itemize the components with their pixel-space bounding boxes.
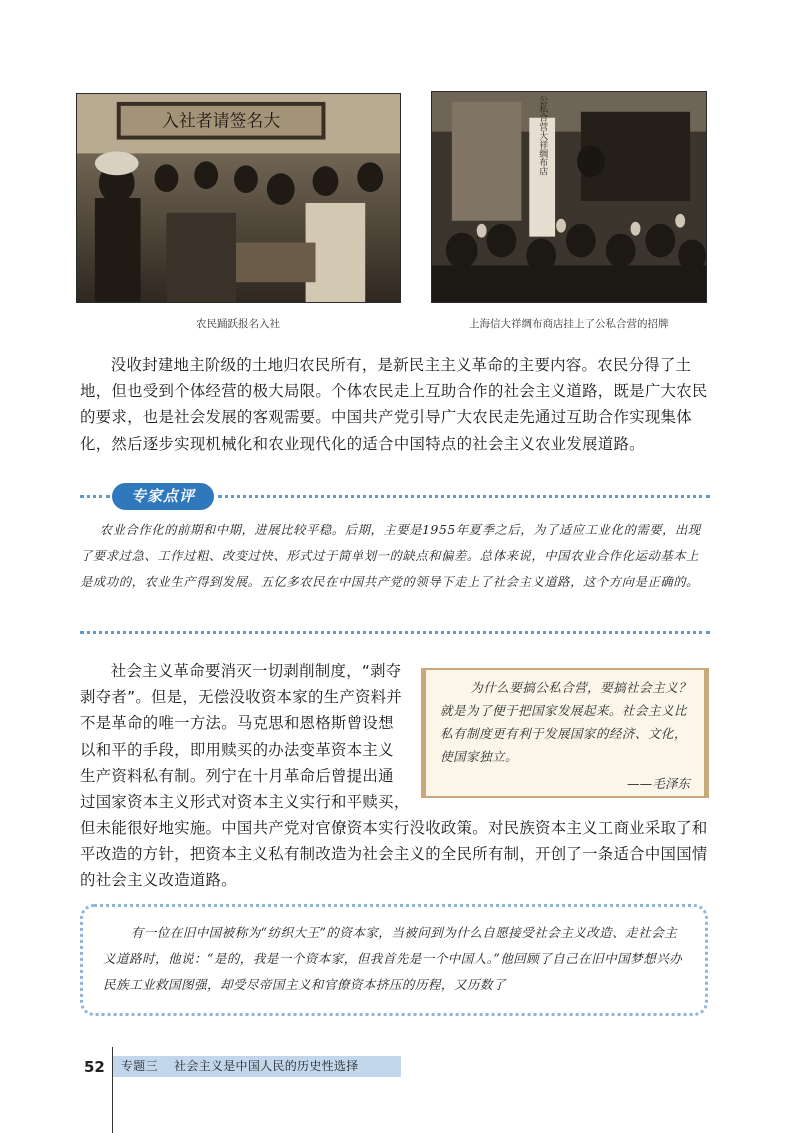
- expert-comment-text: [80, 517, 710, 595]
- photo-caption-left: 农民踊跃报名入社: [196, 318, 280, 330]
- expert-comment-body: 农业合作化的前期和中期，进展比较平稳。后期，主要是1955年夏季之后，为了适应工业化的需要，出现了要求过急、工作过粗、改变过快、形式过于简单划一的缺点和偏差。总体来说，中国农业合作化运动基本上是成功的，农业生产得到发展。五亿多农民在中国共产党的领导下走上了社会主义道路，这个方向是正确的。: [80, 523, 701, 589]
- mao-quote-text: [440, 676, 698, 768]
- para2-line-1: 社会主义革命要消灭一切剥削制度，“剥夺: [110, 662, 402, 680]
- paragraph-socialist-revolution-cont: [80, 815, 712, 894]
- paragraph-land-reform: [80, 352, 710, 457]
- expert-dots-bottom: [80, 631, 710, 634]
- photo-farmers-joining-coop: [76, 93, 401, 303]
- para2-line-3: 不是革命的唯一方法。马克思和恩格斯曾设想: [80, 714, 394, 733]
- mao-quote-answer: 就是为了便于把国家发展起来。社会主义比私有制度更有利于发展国家的经济、文化，使国家独立。: [440, 703, 687, 764]
- shop-photo-image: [432, 92, 706, 302]
- expert-dots-left: [80, 495, 110, 498]
- textile-king-story-text: [103, 920, 689, 998]
- footer-section: 专题三: [121, 1059, 158, 1073]
- footer-title: 社会主义是中国人民的历史性选择: [174, 1059, 359, 1073]
- page-number: 52: [84, 1058, 105, 1076]
- para2-line-6: 过国家资本主义形式对资本主义实行和平赎买，: [80, 793, 410, 812]
- farmers-photo-sign: 入社者请签名大: [161, 110, 281, 131]
- textile-king-story-box: [80, 904, 708, 1016]
- mao-quote-question: 为什么要搞公私合营，要搞社会主义？: [470, 680, 692, 695]
- para2-line-5: 生产资料私有制。列宁在十月革命后曾提出通: [80, 766, 394, 785]
- para2-full-text: 但未能很好地实施。中国共产党对官僚资本实行没收政策。对民族资本主义工商业采取了和平改造的方针，把资本主义私有制改造为社会主义的全民所有制，开创了一条适合中国国情的社会主义改造道路。: [80, 819, 708, 890]
- photo-shop-public-private: [431, 91, 707, 303]
- photo-caption-right: 上海信大祥绸布商店挂上了公私合营的招牌: [469, 318, 669, 330]
- mao-quote-box: [421, 668, 709, 798]
- shop-photo-banner: 公私合营大祥绸布店: [537, 95, 548, 176]
- expert-comment-label: 专家点评: [112, 483, 214, 510]
- chapter-footer: [113, 1056, 401, 1077]
- textile-king-story-body: 有一位在旧中国被称为“纺织大王”的资本家，当被问到为什么自愿接受社会主义改造、走社会主义道路时，他说：“是的，我是一个资本家，但我首先是一个中国人。”他回顾了自己在旧中国梦想兴办民族工业救国图强，却受尽帝国主义和官僚资本挤压的历程，又历数了: [103, 925, 683, 992]
- mao-quote-author: ——毛泽东: [627, 776, 690, 791]
- para2-line-4: 以和平的手段，即用赎买的办法变革资本主义: [80, 740, 394, 759]
- paragraph-land-reform-text: 没收封建地主阶级的土地归农民所有，是新民主主义革命的主要内容。农民分得了土地，但也受到个体经营的极大局限。个体农民走上互助合作的社会主义道路，既是广大农民的要求，也是社会发展的客观需要。中国共产党引导广大农民走先通过互助合作实现集体化，然后逐步实现机械化和农业现代化的适合中国特点的社会主义农业发展道路。: [80, 356, 708, 453]
- paragraph-socialist-revolution: [80, 658, 416, 815]
- farmers-photo-image: [77, 94, 400, 302]
- para2-line-2: 剥夺者”。但是，无偿没收资本家的生产资料并: [80, 688, 403, 707]
- expert-dots-right: [218, 495, 710, 498]
